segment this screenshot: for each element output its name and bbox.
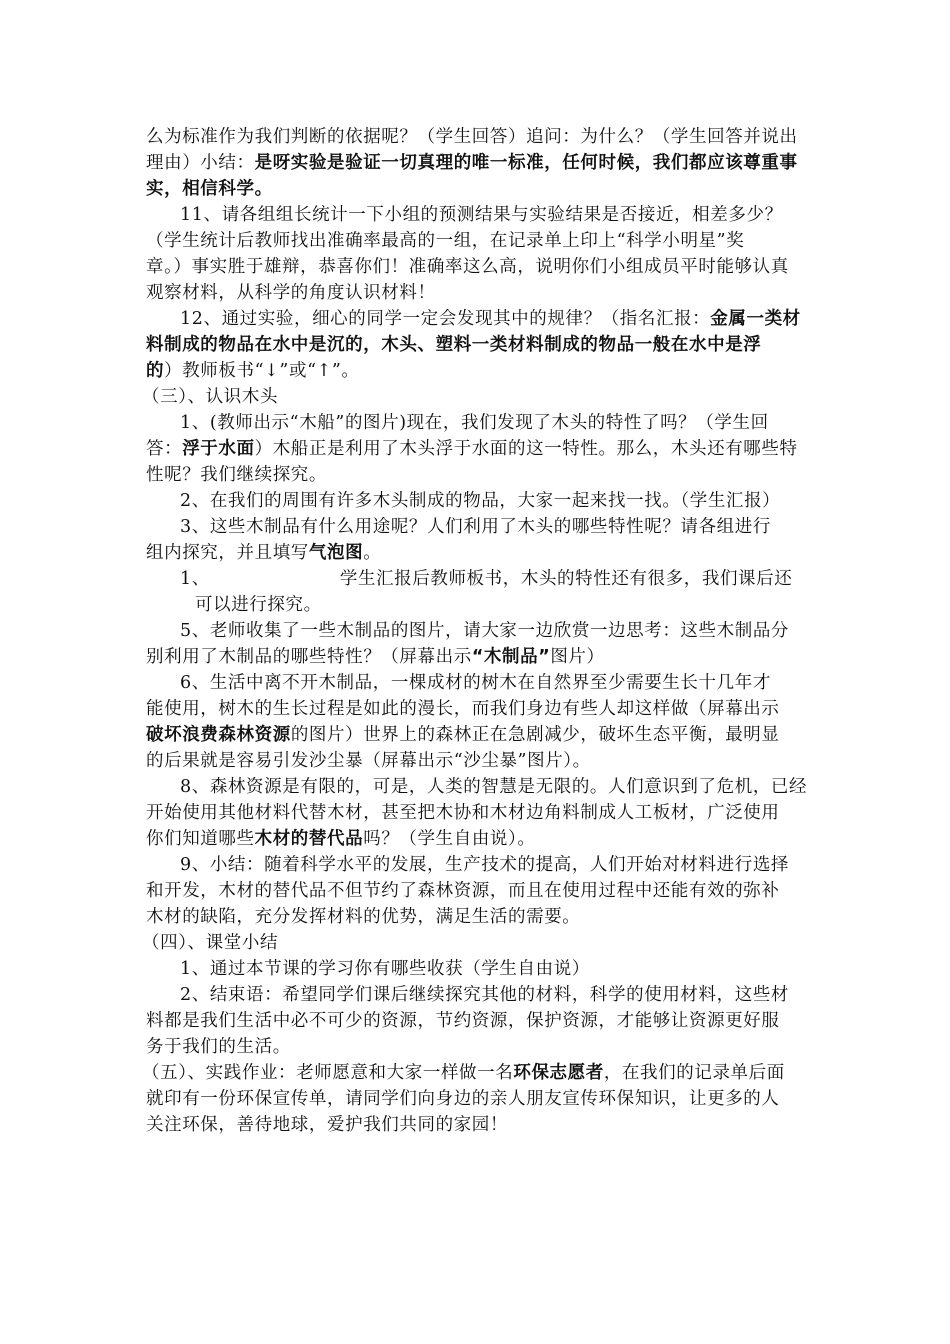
- text-line: 你们知道哪些木材的替代品吗？（学生自由说）。: [146, 829, 536, 849]
- text-line: 答：浮于水面）木船正是利用了木头浮于水面的这一特性。那么，木头还有哪些特: [146, 439, 798, 459]
- bold-text: 实，相信科学。: [146, 179, 273, 199]
- text-line: （五）、实践作业：老师愿意和大家一样做一名环保志愿者，在我们的记录单后面: [142, 1063, 785, 1083]
- text-line: 料都是我们生活中必不可少的资源，节约资源，保护资源，才能够让资源更好服: [146, 1011, 780, 1031]
- bold-text: 是呀实验是验证一切真理的唯一标准，任何时候，我们都应该尊重事: [254, 153, 798, 173]
- text-line: 2、结束语：希望同学们课后继续探究其他的材料，科学的使用材料，这些材: [180, 985, 790, 1005]
- bold-text: 料制成的物品在水中是沉的，木头、塑料一类材料制成的物品一般在水中是浮: [146, 335, 762, 355]
- text-line: 1、 学生汇报后教师板书，木头的特性还有很多，我们课后还: [180, 569, 793, 589]
- text-line: 的后果就是容易引发沙尘暴（屏幕出示“沙尘暴”图片）。: [146, 751, 591, 771]
- text-line: 木材的缺陷，充分发挥材料的优势，满足生活的需要。: [146, 907, 581, 927]
- section-heading: （四）、课堂小结: [142, 933, 279, 953]
- text-line: 5、老师收集了一些木制品的图片，请大家一边欣赏一边思考：这些木制品分: [180, 621, 790, 641]
- text-line: 可以进行探究。: [195, 595, 322, 615]
- text-line: 6、生活中离不开木制品，一棵成材的树木在自然界至少需要生长十几年才: [180, 673, 771, 693]
- text-line: 12、通过实验，细心的同学一定会发现其中的规律？（指名汇报：金属一类材: [180, 309, 801, 329]
- bold-text: 金属一类材: [710, 309, 801, 329]
- bold-text: 木材的替代品: [254, 829, 364, 849]
- text-line: 关注环保，善待地球，爱护我们共同的家园！: [146, 1115, 508, 1135]
- bold-text: 环保志愿者: [513, 1063, 604, 1083]
- text-line: 别利用了木制品的哪些特性？（屏幕出示“木制品”图片）: [146, 647, 605, 667]
- text-line: 能使用，树木的生长过程是如此的漫长，而我们身边有些人却这样做（屏幕出示: [146, 699, 780, 719]
- section-heading: （三）、认识木头: [142, 387, 279, 407]
- bold-text: 的: [146, 361, 165, 381]
- text-line: 么为标准作为我们判断的依据呢？（学生回答）追问：为什么？（学生回答并说出: [146, 127, 798, 147]
- text-line: 1、通过本节课的学习你有哪些收获（学生自由说）: [180, 959, 590, 979]
- text-line: 9、小结：随着科学水平的发展，生产技术的提高，人们开始对材料进行选择: [180, 855, 790, 875]
- text-line: 8、森林资源是有限的，可是，人类的智慧是无限的。人们意识到了危机，已经: [180, 777, 808, 797]
- text-line: 章。）事实胜于雄辩，恭喜你们！准确率这么高，说明你们小组成员平时能够认真: [146, 257, 789, 277]
- text-line: 11、请各组组长统计一下小组的预测结果与实验结果是否接近，相差多少？: [180, 205, 783, 225]
- text-line: 组内探究，并且填写气泡图。: [146, 543, 382, 563]
- text-line: （学生统计后教师找出准确率最高的一组，在记录单上印上“科学小明星”奖: [146, 231, 745, 251]
- text-line: 务于我们的生活。: [146, 1037, 291, 1057]
- text-line: 破坏浪费森林资源的图片）世界上的森林正在急剧减少，破坏生态平衡，最明显: [146, 725, 780, 745]
- bold-text: 浮于水面: [182, 439, 255, 459]
- text-line: 就印有一份环保宣传单，请同学们向身边的亲人朋友宣传环保知识，让更多的人: [146, 1089, 780, 1109]
- text-line: 理由）小结：是呀实验是验证一切真理的唯一标准，任何时候，我们都应该尊重事: [146, 153, 798, 173]
- document-body: [142, 124, 814, 1138]
- text-line: [146, 176, 814, 202]
- text-line: 1、(教师出示“木船”的图片)现在，我们发现了木头的特性了吗？（学生回: [180, 413, 769, 433]
- text-line: 观察材料，从科学的角度认识材料！: [146, 283, 436, 303]
- text-line: 3、这些木制品有什么用途呢？人们利用了木头的哪些特性呢？请各组进行: [180, 517, 771, 537]
- text-line: 和开发，木材的替代品不但节约了森林资源，而且在使用过程中还能有效的弥补: [146, 881, 780, 901]
- bold-text: 气泡图: [308, 543, 364, 563]
- text-line: [146, 332, 814, 358]
- text-line: 2、在我们的周围有许多木头制成的物品，大家一起来找一找。（学生汇报）: [180, 491, 781, 511]
- bold-text: 破坏浪费森林资源: [146, 725, 291, 745]
- text-line: 开始使用其他材料代替木材，甚至把木协和木材边角料制成人工板材，广泛使用: [146, 803, 780, 823]
- bold-text: “木制品”: [471, 647, 551, 667]
- text-line: 的）教师板书“↓”或“↑”。: [146, 361, 360, 381]
- text-line: 性呢？我们继续探究。: [146, 465, 327, 485]
